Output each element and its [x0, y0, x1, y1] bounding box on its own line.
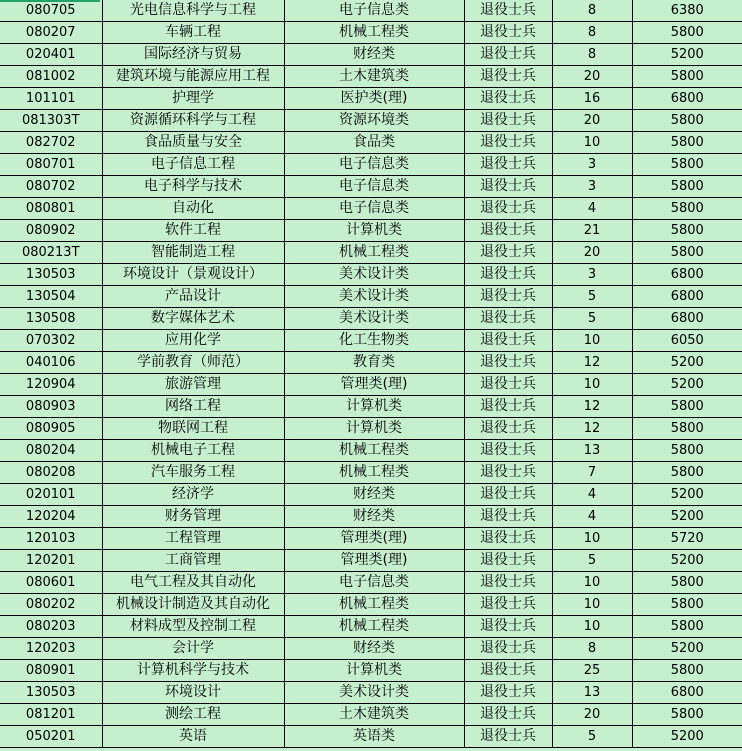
enrollment-type-cell[interactable]: 退役士兵	[464, 110, 552, 132]
table-row	[0, 550, 742, 572]
tuition-cell[interactable]: 6800	[632, 88, 742, 110]
major-name-cell[interactable]: 材料成型及控制工程	[102, 616, 284, 638]
tuition-cell[interactable]: 5200	[632, 374, 742, 396]
category-cell[interactable]: 机械工程类	[284, 22, 464, 44]
table-row	[0, 264, 742, 286]
quota-cell[interactable]: 10	[552, 572, 632, 594]
major-name-cell[interactable]: 应用化学	[102, 330, 284, 352]
quota-cell[interactable]: 5	[552, 726, 632, 748]
table-row	[0, 462, 742, 484]
tuition-cell[interactable]: 5200	[632, 44, 742, 66]
major-name-cell[interactable]: 会计学	[102, 638, 284, 660]
table-row	[0, 352, 742, 374]
table-row	[0, 242, 742, 264]
table-row	[0, 638, 742, 660]
tuition-cell[interactable]: 5200	[632, 352, 742, 374]
tuition-cell[interactable]: 6800	[632, 264, 742, 286]
major-name-cell[interactable]: 食品质量与安全	[102, 132, 284, 154]
enrollment-type-cell[interactable]: 退役士兵	[464, 88, 552, 110]
major-code-cell[interactable]: 080202	[0, 594, 102, 616]
major-code-cell[interactable]: 080208	[0, 462, 102, 484]
major-name-cell[interactable]: 英语	[102, 726, 284, 748]
table-row	[0, 66, 742, 88]
table-row	[0, 44, 742, 66]
enrollment-type-cell[interactable]: 退役士兵	[464, 44, 552, 66]
major-code-cell[interactable]: 020401	[0, 44, 102, 66]
table-row	[0, 528, 742, 550]
enrollment-type-cell[interactable]: 退役士兵	[464, 726, 552, 748]
enrollment-type-cell[interactable]: 退役士兵	[464, 22, 552, 44]
enrollment-type-cell[interactable]: 退役士兵	[464, 374, 552, 396]
major-code-cell[interactable]: 020101	[0, 484, 102, 506]
quota-cell[interactable]: 10	[552, 374, 632, 396]
category-cell[interactable]: 计算机类	[284, 220, 464, 242]
enrollment-type-cell[interactable]: 退役士兵	[464, 638, 552, 660]
category-cell[interactable]: 机械工程类	[284, 594, 464, 616]
major-code-cell[interactable]: 130503	[0, 682, 102, 704]
tuition-cell[interactable]: 5800	[632, 110, 742, 132]
table-row	[0, 374, 742, 396]
enrollment-type-cell[interactable]: 退役士兵	[464, 440, 552, 462]
table-row	[0, 660, 742, 682]
tuition-cell[interactable]: 5200	[632, 550, 742, 572]
table-row	[0, 418, 742, 440]
major-code-cell[interactable]: 081303T	[0, 110, 102, 132]
table-row	[0, 704, 742, 726]
category-cell[interactable]: 机械工程类	[284, 440, 464, 462]
major-code-cell[interactable]: 080213T	[0, 242, 102, 264]
tuition-cell[interactable]: 6800	[632, 286, 742, 308]
quota-cell[interactable]: 10	[552, 330, 632, 352]
tuition-cell[interactable]: 6800	[632, 682, 742, 704]
enrollment-type-cell[interactable]: 退役士兵	[464, 66, 552, 88]
tuition-cell[interactable]: 5800	[632, 66, 742, 88]
category-cell[interactable]: 土木建筑类	[284, 704, 464, 726]
major-name-cell[interactable]: 汽车服务工程	[102, 462, 284, 484]
category-cell[interactable]: 电子信息类	[284, 0, 464, 22]
enrollment-type-cell[interactable]: 退役士兵	[464, 660, 552, 682]
quota-cell[interactable]: 4	[552, 484, 632, 506]
enrollment-type-cell[interactable]: 退役士兵	[464, 242, 552, 264]
tuition-cell[interactable]: 5800	[632, 198, 742, 220]
major-code-cell[interactable]: 080905	[0, 418, 102, 440]
major-name-cell[interactable]: 环境设计	[102, 682, 284, 704]
quota-cell[interactable]: 13	[552, 682, 632, 704]
tuition-cell[interactable]: 6050	[632, 330, 742, 352]
tuition-cell[interactable]: 5200	[632, 726, 742, 748]
quota-cell[interactable]: 20	[552, 704, 632, 726]
enrollment-type-cell[interactable]: 退役士兵	[464, 616, 552, 638]
table-row	[0, 22, 742, 44]
major-code-cell[interactable]: 130504	[0, 286, 102, 308]
quota-cell[interactable]: 12	[552, 418, 632, 440]
category-cell[interactable]: 管理类(理)	[284, 374, 464, 396]
major-name-cell[interactable]: 旅游管理	[102, 374, 284, 396]
table-row	[0, 88, 742, 110]
category-cell[interactable]: 计算机类	[284, 418, 464, 440]
quota-cell[interactable]: 4	[552, 198, 632, 220]
major-name-cell[interactable]: 智能制造工程	[102, 242, 284, 264]
major-code-cell[interactable]: 080702	[0, 176, 102, 198]
quota-cell[interactable]: 8	[552, 44, 632, 66]
enrollment-type-cell[interactable]: 退役士兵	[464, 308, 552, 330]
major-name-cell[interactable]: 经济学	[102, 484, 284, 506]
major-name-cell[interactable]: 车辆工程	[102, 22, 284, 44]
major-code-cell[interactable]: 130503	[0, 264, 102, 286]
tuition-cell[interactable]: 5800	[632, 132, 742, 154]
quota-cell[interactable]: 10	[552, 132, 632, 154]
tuition-cell[interactable]: 5800	[632, 242, 742, 264]
major-code-cell[interactable]: 101101	[0, 88, 102, 110]
category-cell[interactable]: 美术设计类	[284, 682, 464, 704]
tuition-cell[interactable]: 5800	[632, 462, 742, 484]
major-name-cell[interactable]: 学前教育（师范）	[102, 352, 284, 374]
major-code-cell[interactable]: 120203	[0, 638, 102, 660]
major-name-cell[interactable]: 建筑环境与能源应用工程	[102, 66, 284, 88]
major-name-cell[interactable]: 自动化	[102, 198, 284, 220]
major-name-cell[interactable]: 物联网工程	[102, 418, 284, 440]
category-cell[interactable]: 教育类	[284, 352, 464, 374]
enrollment-type-cell[interactable]: 退役士兵	[464, 572, 552, 594]
category-cell[interactable]: 财经类	[284, 44, 464, 66]
category-cell[interactable]: 英语类	[284, 726, 464, 748]
enrollment-type-cell[interactable]: 退役士兵	[464, 0, 552, 22]
category-cell[interactable]: 电子信息类	[284, 198, 464, 220]
major-name-cell[interactable]: 光电信息科学与工程	[102, 0, 284, 22]
quota-cell[interactable]: 21	[552, 220, 632, 242]
major-name-cell[interactable]: 财务管理	[102, 506, 284, 528]
quota-cell[interactable]: 20	[552, 242, 632, 264]
table-row	[0, 594, 742, 616]
quota-cell[interactable]: 13	[552, 440, 632, 462]
quota-cell[interactable]: 25	[552, 660, 632, 682]
quota-cell[interactable]: 5	[552, 286, 632, 308]
tuition-cell[interactable]: 6800	[632, 308, 742, 330]
table-row	[0, 330, 742, 352]
enrollment-type-cell[interactable]: 退役士兵	[464, 352, 552, 374]
major-name-cell[interactable]: 产品设计	[102, 286, 284, 308]
major-code-cell[interactable]: 080207	[0, 22, 102, 44]
category-cell[interactable]: 计算机类	[284, 396, 464, 418]
major-code-cell[interactable]: 120904	[0, 374, 102, 396]
tuition-cell[interactable]: 5720	[632, 528, 742, 550]
category-cell[interactable]: 财经类	[284, 484, 464, 506]
major-code-cell[interactable]: 130508	[0, 308, 102, 330]
category-cell[interactable]: 化工生物类	[284, 330, 464, 352]
major-code-cell[interactable]: 080601	[0, 572, 102, 594]
category-cell[interactable]: 机械工程类	[284, 616, 464, 638]
quota-cell[interactable]: 8	[552, 0, 632, 22]
major-name-cell[interactable]: 计算机科学与技术	[102, 660, 284, 682]
quota-cell[interactable]: 5	[552, 550, 632, 572]
category-cell[interactable]: 美术设计类	[284, 286, 464, 308]
tuition-cell[interactable]: 5800	[632, 22, 742, 44]
enrollment-type-cell[interactable]: 退役士兵	[464, 418, 552, 440]
category-cell[interactable]: 电子信息类	[284, 154, 464, 176]
enrollment-type-cell[interactable]: 退役士兵	[464, 506, 552, 528]
enrollment-type-cell[interactable]: 退役士兵	[464, 176, 552, 198]
table-row	[0, 440, 742, 462]
category-cell[interactable]: 资源环境类	[284, 110, 464, 132]
major-code-cell[interactable]: 080901	[0, 660, 102, 682]
major-code-cell[interactable]: 081201	[0, 704, 102, 726]
major-name-cell[interactable]: 测绘工程	[102, 704, 284, 726]
tuition-cell[interactable]: 5800	[632, 660, 742, 682]
tuition-cell[interactable]: 5800	[632, 704, 742, 726]
enrollment-type-cell[interactable]: 退役士兵	[464, 396, 552, 418]
major-name-cell[interactable]: 机械设计制造及其自动化	[102, 594, 284, 616]
enrollment-type-cell[interactable]: 退役士兵	[464, 330, 552, 352]
quota-cell[interactable]: 10	[552, 616, 632, 638]
major-name-cell[interactable]: 资源循环科学与工程	[102, 110, 284, 132]
quota-cell[interactable]: 10	[552, 594, 632, 616]
table-row	[0, 132, 742, 154]
major-code-cell[interactable]: 080902	[0, 220, 102, 242]
table-row	[0, 286, 742, 308]
category-cell[interactable]: 机械工程类	[284, 462, 464, 484]
major-name-cell[interactable]: 软件工程	[102, 220, 284, 242]
major-name-cell[interactable]: 机械电子工程	[102, 440, 284, 462]
major-code-cell[interactable]: 081002	[0, 66, 102, 88]
category-cell[interactable]: 电子信息类	[284, 572, 464, 594]
table-row	[0, 396, 742, 418]
quota-cell[interactable]: 5	[552, 308, 632, 330]
table-row	[0, 198, 742, 220]
enrollment-type-cell[interactable]: 退役士兵	[464, 198, 552, 220]
category-cell[interactable]: 管理类(理)	[284, 528, 464, 550]
enrollment-type-cell[interactable]: 退役士兵	[464, 682, 552, 704]
quota-cell[interactable]: 8	[552, 22, 632, 44]
major-code-cell[interactable]: 050201	[0, 726, 102, 748]
enrollment-type-cell[interactable]: 退役士兵	[464, 528, 552, 550]
category-cell[interactable]: 美术设计类	[284, 264, 464, 286]
enrollment-type-cell[interactable]: 退役士兵	[464, 462, 552, 484]
quota-cell[interactable]: 7	[552, 462, 632, 484]
quota-cell[interactable]: 20	[552, 66, 632, 88]
enrollment-type-cell[interactable]: 退役士兵	[464, 220, 552, 242]
category-cell[interactable]: 土木建筑类	[284, 66, 464, 88]
major-name-cell[interactable]: 数字媒体艺术	[102, 308, 284, 330]
table-row	[0, 110, 742, 132]
major-code-cell[interactable]: 080701	[0, 154, 102, 176]
tuition-cell[interactable]: 5800	[632, 594, 742, 616]
major-name-cell[interactable]: 护理学	[102, 88, 284, 110]
category-cell[interactable]: 医护类(理)	[284, 88, 464, 110]
major-code-cell[interactable]: 120103	[0, 528, 102, 550]
major-code-cell[interactable]: 120201	[0, 550, 102, 572]
major-code-cell[interactable]: 070302	[0, 330, 102, 352]
major-name-cell[interactable]: 环境设计（景观设计）	[102, 264, 284, 286]
category-cell[interactable]: 食品类	[284, 132, 464, 154]
enrollment-type-cell[interactable]: 退役士兵	[464, 550, 552, 572]
quota-cell[interactable]: 3	[552, 176, 632, 198]
tuition-cell[interactable]: 5800	[632, 176, 742, 198]
tuition-cell[interactable]: 5800	[632, 572, 742, 594]
major-code-cell[interactable]: 082702	[0, 132, 102, 154]
major-name-cell[interactable]: 电子科学与技术	[102, 176, 284, 198]
enrollment-type-cell[interactable]: 退役士兵	[464, 264, 552, 286]
table-row	[0, 726, 742, 748]
table-row	[0, 506, 742, 528]
enrollment-type-cell[interactable]: 退役士兵	[464, 286, 552, 308]
category-cell[interactable]: 管理类(理)	[284, 550, 464, 572]
major-code-cell[interactable]: 080203	[0, 616, 102, 638]
quota-cell[interactable]: 3	[552, 264, 632, 286]
tuition-cell[interactable]: 5800	[632, 396, 742, 418]
quota-cell[interactable]: 3	[552, 154, 632, 176]
category-cell[interactable]: 计算机类	[284, 660, 464, 682]
major-code-cell[interactable]: 080801	[0, 198, 102, 220]
table-row	[0, 220, 742, 242]
table-row	[0, 484, 742, 506]
enrollment-type-cell[interactable]: 退役士兵	[464, 594, 552, 616]
tuition-cell[interactable]: 5200	[632, 638, 742, 660]
quota-cell[interactable]: 12	[552, 396, 632, 418]
tuition-cell[interactable]: 6380	[632, 0, 742, 22]
table-row	[0, 616, 742, 638]
table-row	[0, 0, 742, 22]
quota-cell[interactable]: 16	[552, 88, 632, 110]
quota-cell[interactable]: 4	[552, 506, 632, 528]
table-row	[0, 682, 742, 704]
enrollment-type-cell[interactable]: 退役士兵	[464, 484, 552, 506]
category-cell[interactable]: 电子信息类	[284, 176, 464, 198]
tuition-cell[interactable]: 5800	[632, 418, 742, 440]
major-name-cell[interactable]: 电子信息工程	[102, 154, 284, 176]
major-name-cell[interactable]: 工商管理	[102, 550, 284, 572]
major-name-cell[interactable]: 工程管理	[102, 528, 284, 550]
major-name-cell[interactable]: 电气工程及其自动化	[102, 572, 284, 594]
category-cell[interactable]: 机械工程类	[284, 242, 464, 264]
tuition-cell[interactable]: 5800	[632, 154, 742, 176]
major-code-cell[interactable]: 080705	[0, 0, 102, 22]
major-code-cell[interactable]: 080903	[0, 396, 102, 418]
tuition-cell[interactable]: 5200	[632, 484, 742, 506]
major-code-cell[interactable]: 080204	[0, 440, 102, 462]
major-code-cell[interactable]: 120204	[0, 506, 102, 528]
quota-cell[interactable]: 8	[552, 638, 632, 660]
quota-cell[interactable]: 20	[552, 110, 632, 132]
major-name-cell[interactable]: 国际经济与贸易	[102, 44, 284, 66]
enrollment-type-cell[interactable]: 退役士兵	[464, 132, 552, 154]
enrollment-type-cell[interactable]: 退役士兵	[464, 704, 552, 726]
tuition-cell[interactable]: 5800	[632, 616, 742, 638]
tuition-cell[interactable]: 5800	[632, 440, 742, 462]
table-row	[0, 176, 742, 198]
category-cell[interactable]: 财经类	[284, 506, 464, 528]
table-row	[0, 154, 742, 176]
table-row	[0, 308, 742, 330]
category-cell[interactable]: 财经类	[284, 638, 464, 660]
major-name-cell[interactable]: 网络工程	[102, 396, 284, 418]
category-cell[interactable]: 美术设计类	[284, 308, 464, 330]
major-code-cell[interactable]: 040106	[0, 352, 102, 374]
quota-cell[interactable]: 10	[552, 528, 632, 550]
tuition-cell[interactable]: 5200	[632, 506, 742, 528]
table-row	[0, 572, 742, 594]
enrollment-type-cell[interactable]: 退役士兵	[464, 154, 552, 176]
quota-cell[interactable]: 12	[552, 352, 632, 374]
tuition-cell[interactable]: 5800	[632, 220, 742, 242]
